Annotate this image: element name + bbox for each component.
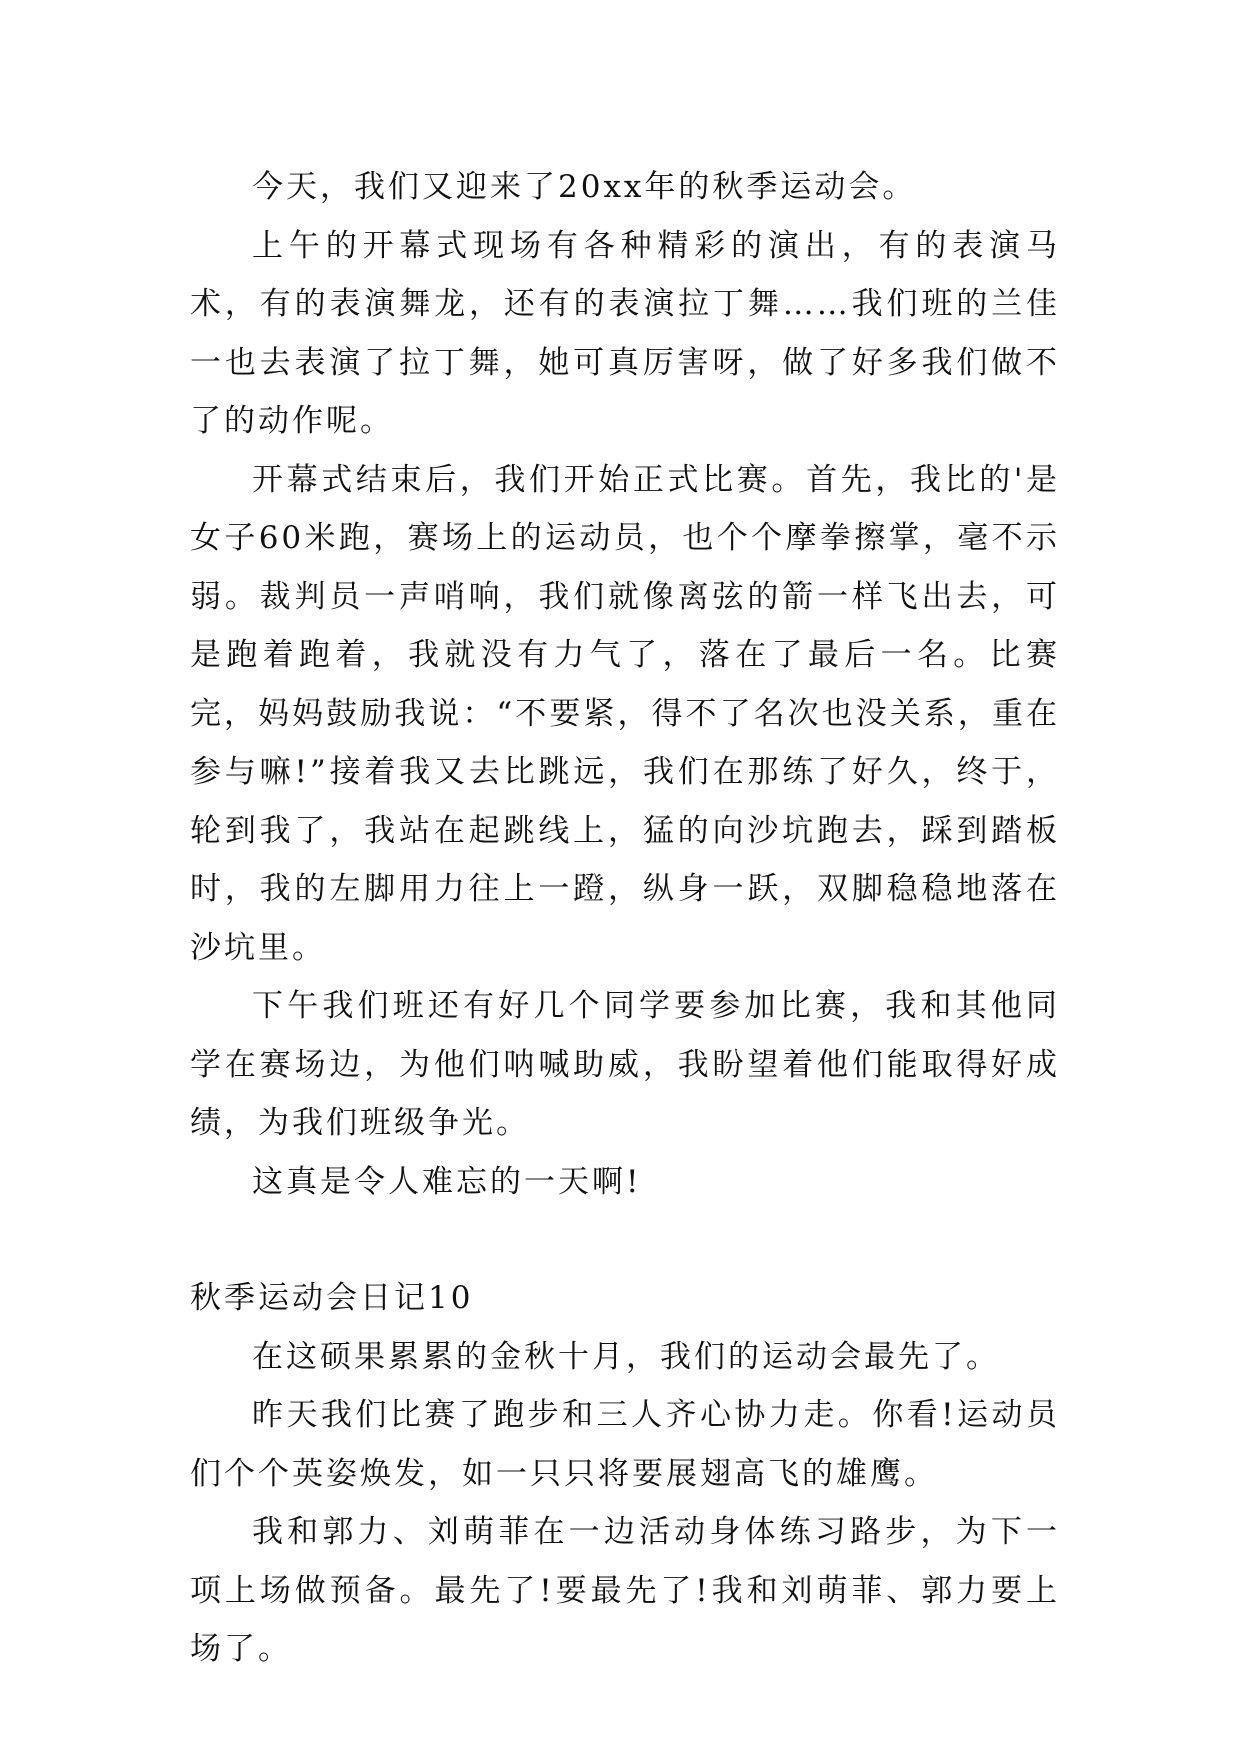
paragraph: 下午我们班还有好几个同学要参加比赛，我和其他同学在赛场边，为他们呐喊助威，我盼望着他们能取得好成绩，为我们班级争光。 [190,988,1060,1141]
paragraph: 开幕式结束后，我们开始正式比赛。首先，我比的'是女子60米跑，赛场上的运动员，也个个摩拳擦掌，毫不示弱。裁判员一声哨响，我们就像离弦的箭一样飞出去，可是跑着跑着，我就没有力气了，落在了最后一名。比赛完，妈妈鼓励我说：“不要紧，得不了名次也没关系，重在参与嘛!”接着我又去比跳远，我们在那练了好久，终于，轮到我了，我站在起跳线上，猛的向沙坑跑去，踩到踏板时，我的左脚用力往上一蹬，纵身一跃，双脚稳稳地落在沙坑里。 [190,461,1060,966]
document-body [190,158,1060,1679]
paragraph: 在这硕果累累的金秋十月，我们的运动会最先了。 [252,1338,1000,1375]
paragraph: 今天，我们又迎来了20xx年的秋季运动会。 [252,169,917,205]
paragraph: 昨天我们比赛了跑步和三人齐心协力走。你看!运动员们个个英姿焕发，如一只只将要展翅高飞的雄鹰。 [190,1397,1060,1492]
paragraph: 这真是令人难忘的一天啊! [252,1163,642,1200]
section-title: 秋季运动会日记10 [190,1280,474,1316]
paragraph: 上午的开幕式现场有各种精彩的演出，有的表演马术，有的表演舞龙，还有的表演拉丁舞……我们班的兰佳一也去表演了拉丁舞，她可真厉害呀，做了好多我们做不了的动作呢。 [190,227,1060,439]
paragraph: 我和郭力、刘萌菲在一边活动身体练习路步，为下一项上场做预备。最先了!要最先了!我和刘萌菲、郭力要上场了。 [190,1514,1060,1667]
